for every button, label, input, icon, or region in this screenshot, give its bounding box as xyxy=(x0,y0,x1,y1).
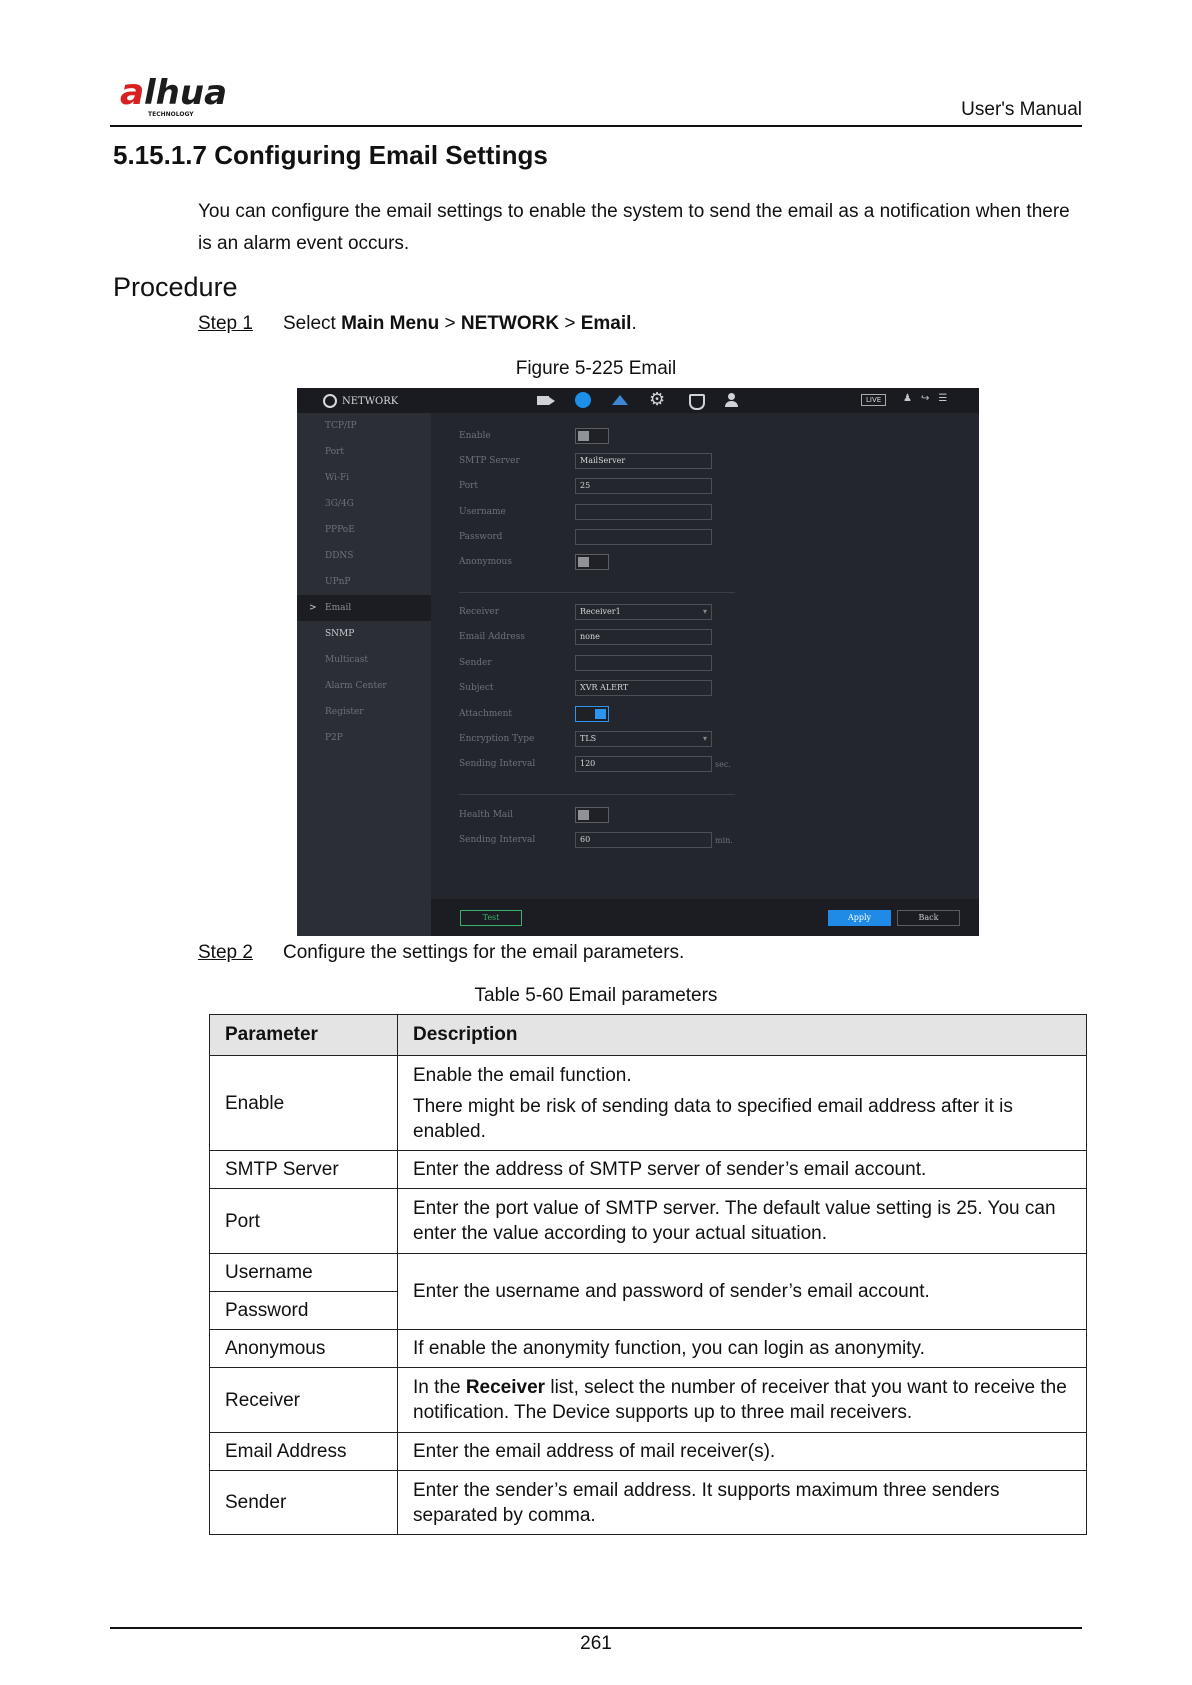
table-row xyxy=(210,1433,1087,1471)
camera-icon[interactable] xyxy=(537,392,555,408)
step-2 xyxy=(198,942,684,964)
attachment-row xyxy=(459,706,609,722)
username-row xyxy=(459,504,712,520)
sidebar-item-email[interactable] xyxy=(297,595,431,621)
desc-cell: Enter the address of SMTP server of sender’s email account. xyxy=(398,1151,1087,1189)
page-number: 261 xyxy=(580,1633,612,1654)
table-caption: Table 5-60 Email parameters xyxy=(474,985,718,1006)
intro-paragraph: You can configure the email settings to enable the system to send the email as a notification when there is an alarm event occurs. xyxy=(198,201,1070,254)
security-shield-icon[interactable] xyxy=(687,392,705,408)
anonymous-label: Anonymous xyxy=(459,557,512,567)
email-address-label: Email Address xyxy=(459,632,525,642)
section-title: 5.15.1.7 Configuring Email Settings xyxy=(113,140,548,170)
test-button[interactable]: Test xyxy=(460,910,522,926)
network-title xyxy=(323,394,398,408)
health-interval-input[interactable]: 60 xyxy=(575,832,712,848)
footer-rule xyxy=(110,1627,1082,1629)
back-button[interactable]: Back xyxy=(897,910,960,926)
table-row xyxy=(210,1471,1087,1535)
table-row xyxy=(210,1254,1087,1292)
desc-text: list, select the number of receiver that you want to receive the notification. The Device supports up to three mail receivers. xyxy=(413,1377,1067,1423)
sidebar-item-3g4g[interactable]: 3G/4G xyxy=(325,499,354,509)
sidebar-item-snmp[interactable]: SNMP xyxy=(325,629,355,639)
desc-cell: Enter the port value of SMTP server. The default value setting is 25. You can enter the value according to your actual situation. xyxy=(398,1189,1087,1254)
enable-row xyxy=(459,428,609,444)
storage-icon[interactable] xyxy=(611,392,629,408)
desc-cell xyxy=(398,1056,1087,1151)
enable-toggle[interactable] xyxy=(575,428,609,444)
table-header-row xyxy=(210,1015,1087,1056)
globe-icon xyxy=(323,394,337,408)
divider xyxy=(459,794,735,795)
smtp-server-label: SMTP Server xyxy=(459,456,520,466)
param-cell: Email Address xyxy=(210,1433,398,1471)
health-interval-label: Sending Interval xyxy=(459,835,536,845)
table-row xyxy=(210,1056,1087,1151)
figure-caption: Figure 5-225 Email xyxy=(515,358,677,379)
health-interval-row xyxy=(459,832,733,848)
sec-unit: sec. xyxy=(715,759,731,769)
user-icon[interactable]: ♟ xyxy=(903,393,912,404)
sending-interval-row xyxy=(459,756,731,772)
top-bar xyxy=(297,388,979,413)
manual-label: User's Manual xyxy=(961,99,1082,120)
apply-button[interactable]: Apply xyxy=(828,910,891,926)
sidebar-item-multicast[interactable]: Multicast xyxy=(325,655,369,665)
sidebar-item-tcpip[interactable]: TCP/IP xyxy=(325,421,357,431)
param-cell: Anonymous xyxy=(210,1330,398,1368)
username-label: Username xyxy=(459,507,506,517)
live-button[interactable]: LIVE xyxy=(861,394,886,406)
sending-interval-input[interactable]: 120 xyxy=(575,756,712,772)
step-2-text: Configure the settings for the email parameters. xyxy=(283,942,685,963)
param-cell: Port xyxy=(210,1189,398,1254)
port-row xyxy=(459,478,712,494)
anonymous-row xyxy=(459,554,609,570)
sidebar-item-pppoe[interactable]: PPPoE xyxy=(325,525,355,535)
desc-cell xyxy=(398,1368,1087,1433)
svg-text:lhua: lhua xyxy=(144,73,228,113)
sidebar-item-upnp[interactable]: UPnP xyxy=(325,577,351,587)
desc-text: In the xyxy=(413,1377,466,1398)
password-label: Password xyxy=(459,532,503,542)
sidebar-item-wifi[interactable]: Wi-Fi xyxy=(325,473,350,483)
table-row xyxy=(210,1330,1087,1368)
step-1-text: Select xyxy=(283,313,342,334)
username-input[interactable] xyxy=(575,504,712,520)
step-1-separator: > xyxy=(559,313,581,334)
step-1-end: . xyxy=(631,313,637,334)
step-1-separator: > xyxy=(439,313,461,334)
password-input[interactable] xyxy=(575,529,712,545)
divider xyxy=(459,592,735,593)
step-2-number: Step 2 xyxy=(198,942,253,963)
step-1-number: Step 1 xyxy=(198,313,253,334)
dahua-logo xyxy=(120,70,255,118)
param-cell: Username xyxy=(210,1254,398,1292)
logout-icon[interactable]: ↪ xyxy=(920,393,930,404)
step-1-network: NETWORK xyxy=(460,313,560,334)
param-cell: Password xyxy=(210,1292,398,1330)
anonymous-toggle[interactable] xyxy=(575,554,609,570)
password-row xyxy=(459,529,712,545)
email-settings-screenshot xyxy=(297,388,979,936)
subject-input[interactable]: XVR ALERT xyxy=(575,680,712,696)
table-row xyxy=(210,1189,1087,1254)
desc-cell: If enable the anonymity function, you can login as anonymity. xyxy=(398,1330,1087,1368)
param-cell: Enable xyxy=(210,1056,398,1151)
encryption-type-label: Encryption Type xyxy=(459,734,535,744)
procedure-heading: Procedure xyxy=(113,272,238,302)
desc-cell: Enter the username and password of sender’s email account. xyxy=(398,1254,1087,1330)
smtp-server-row xyxy=(459,453,712,469)
email-parameters-table xyxy=(209,1014,1087,1535)
sidebar-item-register[interactable]: Register xyxy=(325,707,364,717)
header-description: Description xyxy=(398,1015,1087,1056)
health-mail-label: Health Mail xyxy=(459,810,514,820)
smtp-server-input[interactable]: MailServer xyxy=(575,453,712,469)
svg-text:a: a xyxy=(120,72,145,113)
step-1-email: Email xyxy=(580,313,632,334)
min-unit: min. xyxy=(715,835,733,845)
desc-cell: Enter the email address of mail receiver(s). xyxy=(398,1433,1087,1471)
email-address-row xyxy=(459,629,712,645)
attachment-toggle[interactable] xyxy=(575,706,609,722)
sidebar-item-alarm-center[interactable]: Alarm Center xyxy=(325,681,387,691)
sender-label: Sender xyxy=(459,658,492,668)
encryption-type-row xyxy=(459,731,712,747)
sidebar-item-email-label: Email xyxy=(325,603,352,613)
param-cell: SMTP Server xyxy=(210,1151,398,1189)
sidebar-item-port[interactable]: Port xyxy=(325,447,345,457)
receiver-bold: Receiver xyxy=(465,1377,546,1398)
sending-interval-label: Sending Interval xyxy=(459,759,536,769)
port-input[interactable]: 25 xyxy=(575,478,712,494)
step-1-main-menu: Main Menu xyxy=(341,313,440,334)
port-label: Port xyxy=(459,481,479,491)
subject-row xyxy=(459,680,712,696)
attachment-label: Attachment xyxy=(459,709,513,719)
menu-icon[interactable]: ☰ xyxy=(938,393,948,404)
top-right-icons xyxy=(903,393,947,404)
table-row xyxy=(210,1368,1087,1433)
step-1 xyxy=(198,313,637,335)
network-icon[interactable] xyxy=(575,392,591,408)
table-row xyxy=(210,1151,1087,1189)
account-icon[interactable] xyxy=(725,392,743,408)
sender-input[interactable] xyxy=(575,655,712,671)
network-title-label: NETWORK xyxy=(342,395,399,407)
health-mail-toggle[interactable] xyxy=(575,807,609,823)
enable-label: Enable xyxy=(459,431,491,441)
receiver-select[interactable]: Receiver1 ▾ xyxy=(575,604,712,620)
health-mail-row xyxy=(459,807,609,823)
header-rule xyxy=(110,125,1082,127)
sidebar-item-p2p[interactable]: P2P xyxy=(325,733,343,743)
desc-text: Enable the email function. xyxy=(413,1064,632,1086)
top-icon-bar xyxy=(537,392,743,408)
receiver-row xyxy=(459,604,712,620)
param-cell: Receiver xyxy=(210,1368,398,1433)
header-parameter: Parameter xyxy=(210,1015,398,1056)
desc-cell: Enter the sender’s email address. It supports maximum three senders separated by comma. xyxy=(398,1471,1087,1535)
receiver-label: Receiver xyxy=(459,607,500,617)
desc-text: There might be risk of sending data to specified email address after it is enabled. xyxy=(413,1095,1013,1142)
email-address-input[interactable]: none xyxy=(575,629,712,645)
chevron-right-icon: > xyxy=(309,603,317,613)
sidebar-item-ddns[interactable]: DDNS xyxy=(325,551,354,561)
subject-label: Subject xyxy=(459,683,494,693)
system-gear-icon[interactable] xyxy=(649,392,667,408)
sidebar xyxy=(297,413,431,936)
encryption-type-select[interactable]: TLS ▾ xyxy=(575,731,712,747)
svg-text:TECHNOLOGY: TECHNOLOGY xyxy=(148,111,194,118)
sender-row xyxy=(459,655,712,671)
param-cell: Sender xyxy=(210,1471,398,1535)
